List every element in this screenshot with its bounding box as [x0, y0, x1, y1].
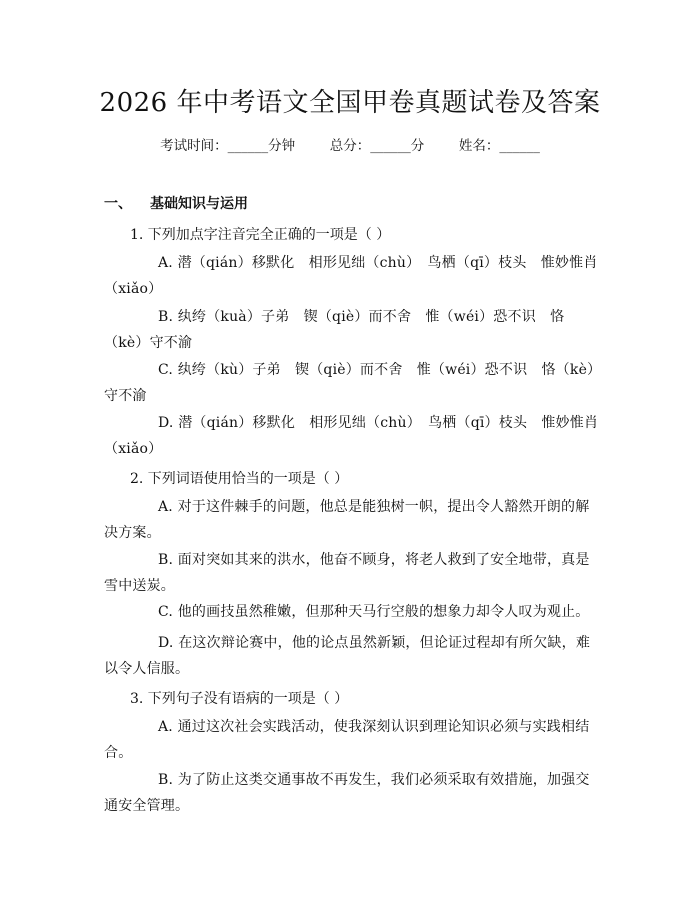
- question-1-stem: 1. 下列加点字注音完全正确的一项是（ ）: [130, 227, 391, 243]
- exam-info-line: [0, 134, 700, 154]
- question-2-option-c: C. 他的画技虽然稚嫩，但那种天马行空般的想象力却令人叹为观止。: [158, 604, 590, 620]
- question-1-option-d: D. 潜（qián）移默化 相形见绌（chù） 鸟栖（qī）枝头 惟妙惟肖（xiǎo）: [104, 415, 599, 457]
- question-2-option-a: A. 对于这件棘手的问题，他总是能独树一帜，提出令人豁然开朗的解决方案。: [104, 499, 590, 541]
- question-3-option-a: A. 通过这次社会实践活动，使我深刻认识到理论知识必须与实践相结合。: [104, 719, 590, 761]
- question-2-stem: 2. 下列词语使用恰当的一项是（ ）: [130, 471, 349, 487]
- question-1-option-a: A. 潜（qián）移默化 相形见绌（chù） 鸟栖（qī）枝头 惟妙惟肖（xiǎo）: [104, 255, 598, 297]
- name-blank: ______: [499, 138, 540, 154]
- section-number: 一、: [104, 196, 132, 212]
- name-label: 姓名：: [458, 138, 500, 154]
- question-1-option-c: C. 纨绔（kù）子弟 锲（qiè）而不舍 惟（wéi）恐不识 恪（kè）守不渝: [104, 362, 595, 404]
- question-3-option-b: B. 为了防止这类交通事故不再发生，我们必须采取有效措施，加强交通安全管理。: [104, 772, 590, 814]
- time-unit: 分钟: [268, 138, 296, 154]
- time-label: 考试时间：: [160, 138, 228, 154]
- page-title: 2026 年中考语文全国甲卷真题试卷及答案: [99, 88, 601, 118]
- score-label: 总分：: [329, 138, 371, 154]
- score-unit: 分: [410, 138, 425, 154]
- time-blank: ______: [227, 138, 269, 154]
- section-title: 基础知识与运用: [150, 196, 248, 212]
- question-3-stem: 3. 下列句子没有语病的一项是（ ）: [130, 691, 349, 707]
- section-heading: [104, 193, 248, 213]
- question-2-option-d: D. 在这次辩论赛中，他的论点虽然新颖，但论证过程却有所欠缺，难以令人信服。: [104, 635, 591, 677]
- question-2-option-b: B. 面对突如其来的洪水，他奋不顾身，将老人救到了安全地带，真是雪中送炭。: [104, 552, 590, 594]
- question-1-option-b: B. 纨绔（kuà）子弟 锲（qiè）而不舍 惟（wéi）恐不识 恪（kè）守不渝: [104, 309, 565, 351]
- score-blank: ______: [370, 138, 411, 154]
